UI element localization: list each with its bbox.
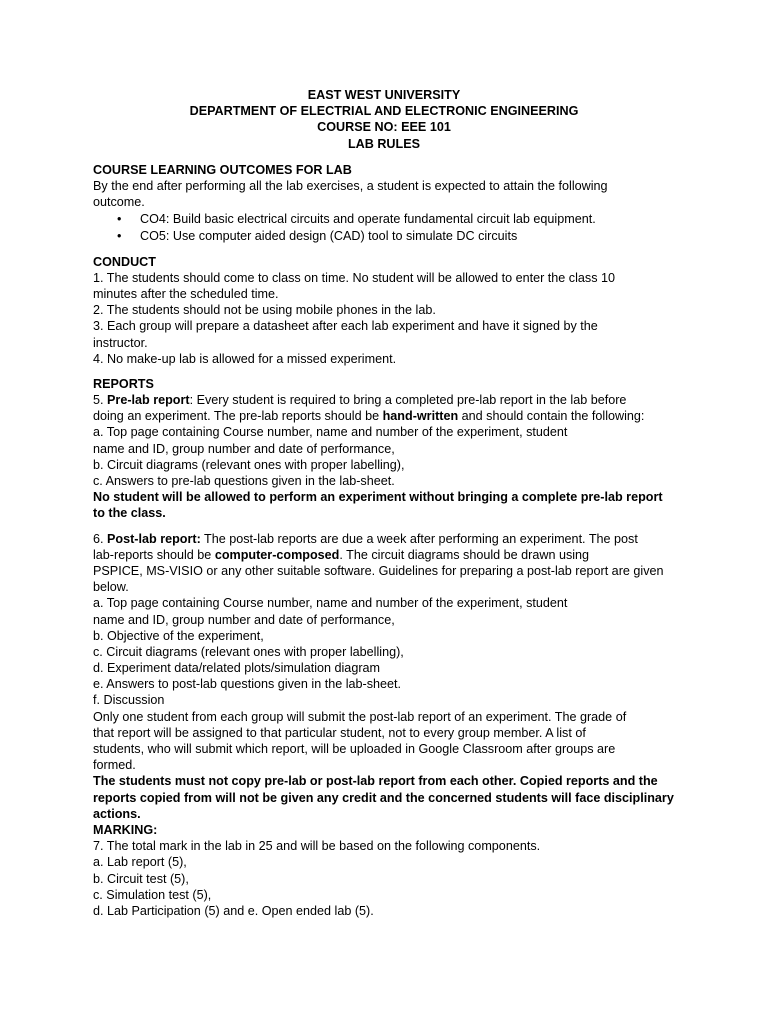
prelab-item: c. Answers to pre-lab questions given in the lab-sheet. <box>93 474 395 488</box>
postlab-line: below. <box>93 580 129 595</box>
prelab-item: b. Circuit diagrams (relevant ones with proper labelling), <box>93 457 405 472</box>
prelab-emphasis: hand-written <box>382 409 459 424</box>
postlab-paragraph: students, who will submit which report, will be uploaded in Google Classroom after groups are <box>93 742 616 756</box>
conduct-heading: CONDUCT <box>93 254 156 269</box>
conduct-rule: 2. The students should not be using mobile phones in the lab. <box>93 303 436 318</box>
postlab-line <box>93 531 683 547</box>
reports-heading: REPORTS <box>93 376 154 391</box>
postlab-line: PSPICE, MS-VISIO or any other suitable software. Guidelines for preparing a post-lab report are given <box>93 563 664 578</box>
postlab-label: Post-lab report: <box>107 531 201 546</box>
outcomes-list <box>93 211 683 245</box>
copying-warning: The students must not copy pre-lab or post-lab report from each other. Copied reports and the <box>93 774 658 789</box>
marking-component: a. Lab report (5), <box>93 855 187 870</box>
document-header <box>0 87 768 152</box>
postlab-item: b. Objective of the experiment, <box>93 628 264 643</box>
postlab-text: lab-reports should be <box>93 547 215 562</box>
document-body <box>93 162 683 919</box>
postlab-item: name and ID, group number and date of performance, <box>93 612 395 627</box>
postlab-text: . The circuit diagrams should be drawn using <box>339 547 590 562</box>
marking-component: d. Lab Participation (5) and e. Open ended lab (5). <box>93 903 374 918</box>
postlab-item: d. Experiment data/related plots/simulation diagram <box>93 661 381 676</box>
item-number: 6. <box>93 531 108 546</box>
postlab-paragraph: Only one student from each group will submit the post-lab report of an experiment. The grade of <box>93 709 627 724</box>
department-name: DEPARTMENT OF ELECTRIAL AND ELECTRONIC ENGINEERING <box>189 104 579 119</box>
postlab-item: f. Discussion <box>93 693 165 708</box>
item-number: 5. <box>93 393 108 408</box>
prelab-warning: No student will be allowed to perform an experiment without bringing a complete pre-lab report <box>93 490 663 505</box>
document-title: LAB RULES <box>347 136 421 151</box>
prelab-item: a. Top page containing Course number, name and number of the experiment, student <box>93 425 568 440</box>
marking-component: b. Circuit test (5), <box>93 871 189 886</box>
prelab-warning: to the class. <box>93 506 166 521</box>
postlab-item: e. Answers to post-lab questions given in the lab-sheet. <box>93 677 402 692</box>
postlab-emphasis: computer-composed <box>214 547 340 562</box>
prelab-line <box>93 408 683 424</box>
copying-warning: actions. <box>93 806 141 821</box>
marking-component: c. Simulation test (5), <box>93 887 212 902</box>
bullet-icon: • <box>117 211 122 226</box>
outcome-text: CO5: Use computer aided design (CAD) tool to simulate DC circuits <box>140 228 518 243</box>
prelab-label: Pre-lab report <box>107 393 190 408</box>
conduct-rule: instructor. <box>93 335 148 350</box>
outcomes-heading: COURSE LEARNING OUTCOMES FOR LAB <box>93 163 352 177</box>
prelab-item: name and ID, group number and date of performance, <box>93 441 395 456</box>
prelab-text: : Every student is required to bring a completed pre-lab report in the lab before <box>189 393 627 408</box>
outcomes-intro-line: By the end after performing all the lab exercises, a student is expected to attain the following <box>93 179 608 194</box>
course-number: COURSE NO: EEE 101 <box>317 120 451 135</box>
outcome-text: CO4: Build basic electrical circuits and operate fundamental circuit lab equipment. <box>140 211 596 226</box>
university-name: EAST WEST UNIVERSITY <box>307 88 461 102</box>
prelab-line <box>93 392 683 408</box>
outcome-item-co5 <box>93 228 683 245</box>
postlab-item: a. Top page containing Course number, name and number of the experiment, student <box>93 596 568 611</box>
postlab-line <box>93 547 683 563</box>
conduct-rule: 1. The students should come to class on time. No student will be allowed to enter the class 10 <box>93 270 615 285</box>
outcome-item-co4 <box>93 211 683 228</box>
copying-warning: reports copied from will not be given any credit and the concerned students will face disciplinary <box>93 790 674 805</box>
postlab-paragraph: formed. <box>93 758 136 773</box>
marking-intro: 7. The total mark in the lab in 25 and will be based on the following components. <box>93 839 541 854</box>
postlab-text: The post-lab reports are due a week after performing an experiment. The post <box>200 531 638 546</box>
conduct-rule: minutes after the scheduled time. <box>93 286 279 301</box>
outcomes-intro-line: outcome. <box>93 195 145 210</box>
postlab-paragraph: that report will be assigned to that particular student, not to every group member. A list of <box>93 725 586 740</box>
postlab-item: c. Circuit diagrams (relevant ones with proper labelling), <box>93 644 404 659</box>
marking-heading: MARKING: <box>93 822 158 837</box>
conduct-rule: 3. Each group will prepare a datasheet after each lab experiment and have it signed by the <box>93 319 598 334</box>
prelab-text: doing an experiment. The pre-lab reports should be <box>93 409 383 424</box>
conduct-rule: 4. No make-up lab is allowed for a missed experiment. <box>93 351 397 366</box>
bullet-icon: • <box>117 228 122 243</box>
prelab-text: and should contain the following: <box>458 409 645 424</box>
